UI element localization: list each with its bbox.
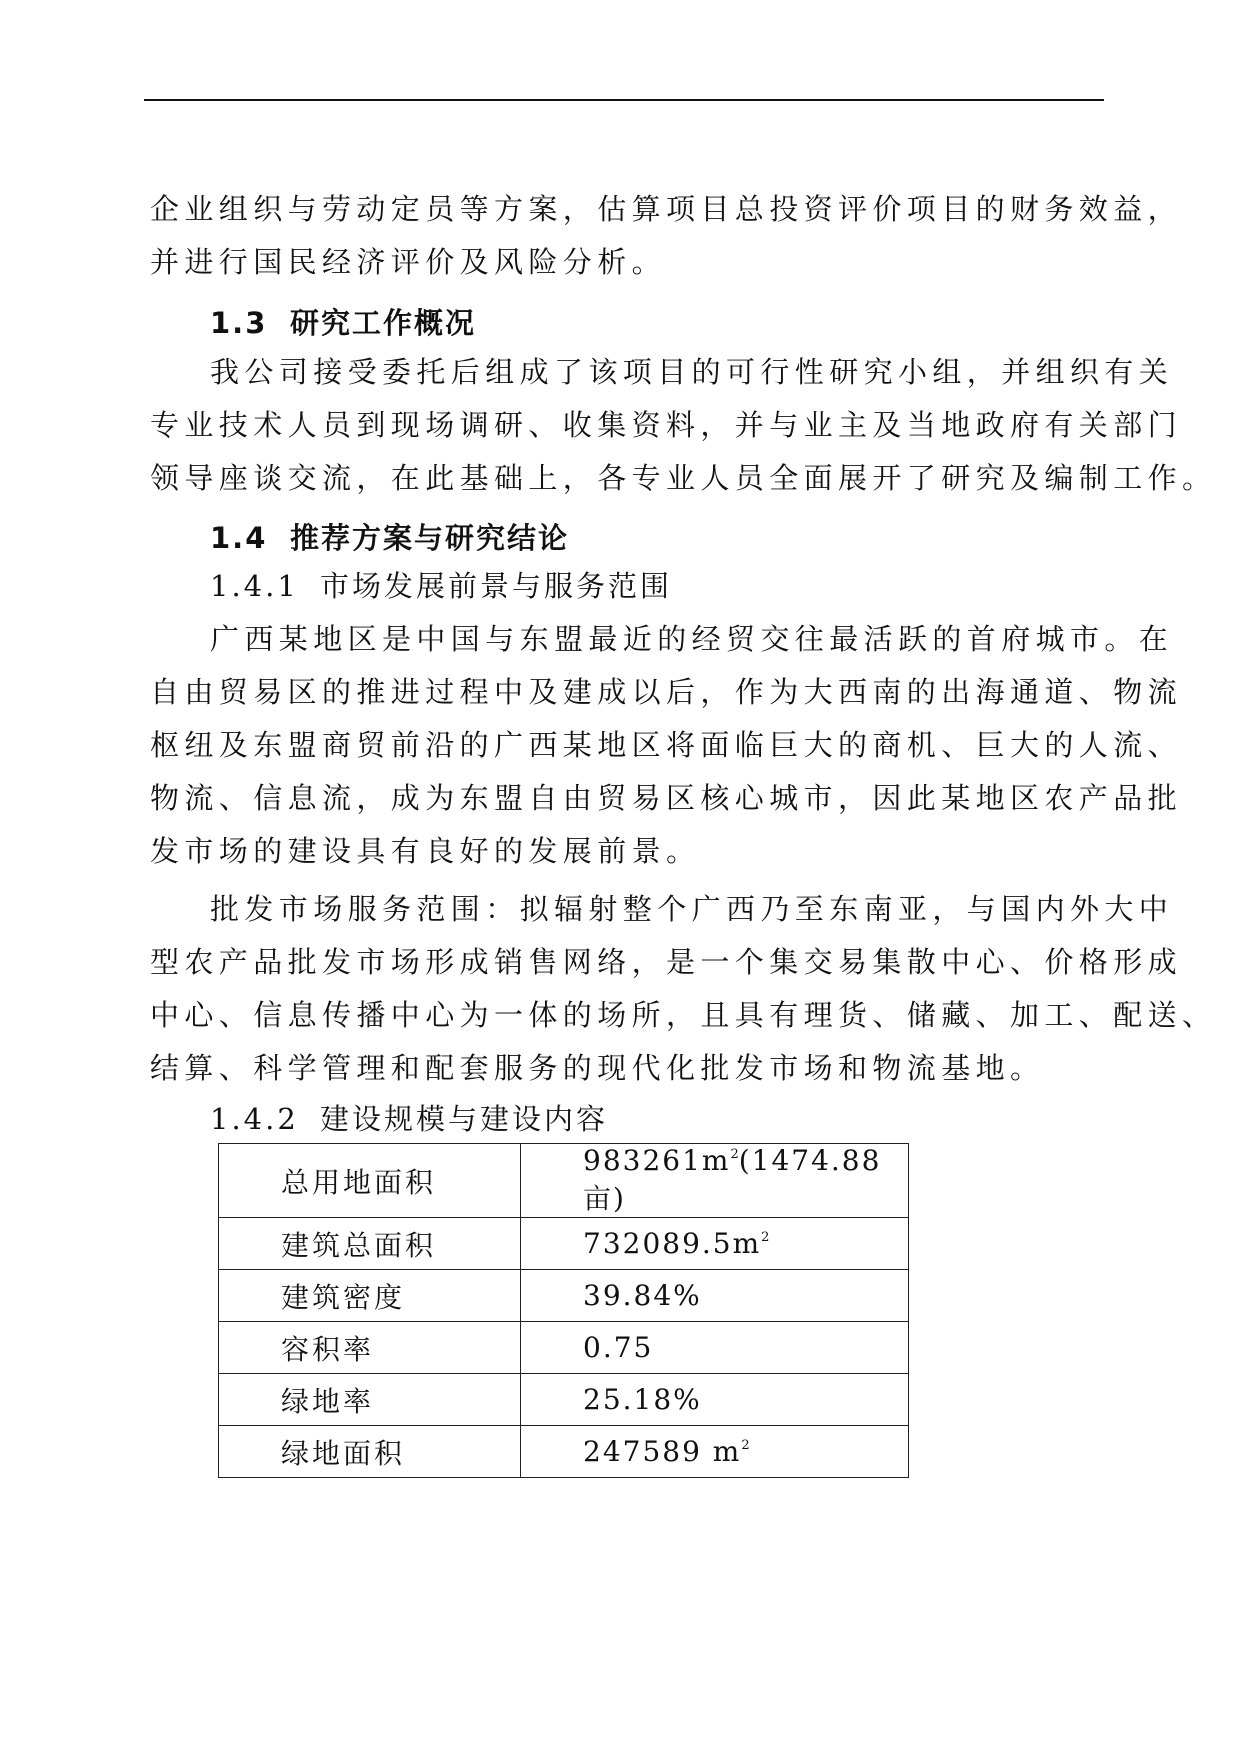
paragraph-line: 型农产品批发市场形成销售网络，是一个集交易集散中心、价格形成 [150, 945, 1183, 979]
table-row [219, 1144, 909, 1218]
table-key-cell: 容积率 [219, 1322, 521, 1374]
header-rule [144, 99, 1104, 101]
paragraph-line: 并进行国民经济评价及风险分析。 [150, 245, 667, 279]
table-value-cell [521, 1322, 909, 1374]
paragraph-line: 领导座谈交流，在此基础上，各专业人员全面展开了研究及编制工作。 [150, 461, 1217, 495]
table-value-cell [521, 1426, 909, 1478]
table-row [219, 1374, 909, 1426]
unit-superscript: 2 [730, 1147, 739, 1162]
paragraph-line: 批发市场服务范围：拟辐射整个广西乃至东南亚，与国内外大中 [210, 892, 1174, 926]
subsection-number: 1.4.2 [210, 1102, 299, 1136]
table-value-cell [521, 1218, 909, 1270]
paragraph-line: 枢纽及东盟商贸前沿的广西某地区将面临巨大的商机、巨大的人流、 [150, 728, 1183, 762]
subsection-heading-1-4-1 [210, 568, 1160, 604]
paragraph-line: 物流、信息流，成为东盟自由贸易区核心城市，因此某地区农产品批 [150, 781, 1183, 815]
section-number: 1.3 [210, 306, 268, 340]
subsection-title: 市场发展前景与服务范围 [320, 569, 673, 603]
table-value-cell [521, 1374, 909, 1426]
section-heading-1-3 [210, 305, 1160, 341]
table-row [219, 1322, 909, 1374]
paragraph-line: 自由贸易区的推进过程中及建成以后，作为大西南的出海通道、物流 [150, 675, 1183, 709]
paragraph-line: 广西某地区是中国与东盟最近的经贸交往最活跃的首府城市。在 [210, 622, 1174, 656]
value-text: 732089.5m [583, 1227, 762, 1260]
table-value-cell [521, 1270, 909, 1322]
construction-scale-table [218, 1143, 909, 1478]
value-text: 0.75 [583, 1331, 654, 1364]
table-key-cell: 绿地率 [219, 1374, 521, 1426]
table-key-cell: 绿地面积 [219, 1426, 521, 1478]
paragraph-line: 发市场的建设具有良好的发展前景。 [150, 834, 701, 868]
value-tail: (1474.88 亩) [583, 1144, 882, 1215]
value-text: 25.18% [583, 1383, 702, 1416]
table-row [219, 1270, 909, 1322]
subsection-number: 1.4.1 [210, 569, 299, 603]
unit-superscript: 2 [741, 1438, 750, 1453]
unit-superscript: 2 [761, 1230, 770, 1245]
section-title: 研究工作概况 [290, 306, 477, 340]
paragraph-line: 结算、科学管理和配套服务的现代化批发市场和物流基地。 [150, 1051, 1045, 1085]
table-key-cell: 建筑密度 [219, 1270, 521, 1322]
section-title: 推荐方案与研究结论 [290, 521, 570, 555]
paragraph-line: 我公司接受委托后组成了该项目的可行性研究小组，并组织有关 [210, 355, 1174, 389]
subsection-heading-1-4-2 [210, 1101, 1160, 1137]
table-row [219, 1426, 909, 1478]
value-text: 39.84% [583, 1279, 702, 1312]
table-key-cell: 建筑总面积 [219, 1218, 521, 1270]
value-text: 983261m [583, 1144, 731, 1177]
paragraph-line: 中心、信息传播中心为一体的场所，且具有理货、储藏、加工、配送、 [150, 998, 1217, 1032]
table-value-cell [521, 1144, 909, 1218]
subsection-title: 建设规模与建设内容 [320, 1102, 609, 1136]
section-number: 1.4 [210, 521, 268, 555]
value-text: 247589 m [583, 1435, 742, 1468]
table-key-cell: 总用地面积 [219, 1144, 521, 1218]
paragraph-line: 专业技术人员到现场调研、收集资料，并与业主及当地政府有关部门 [150, 408, 1183, 442]
paragraph-line: 企业组织与劳动定员等方案，估算项目总投资评价项目的财务效益， [150, 192, 1183, 226]
table-row [219, 1218, 909, 1270]
section-heading-1-4 [210, 520, 1160, 556]
